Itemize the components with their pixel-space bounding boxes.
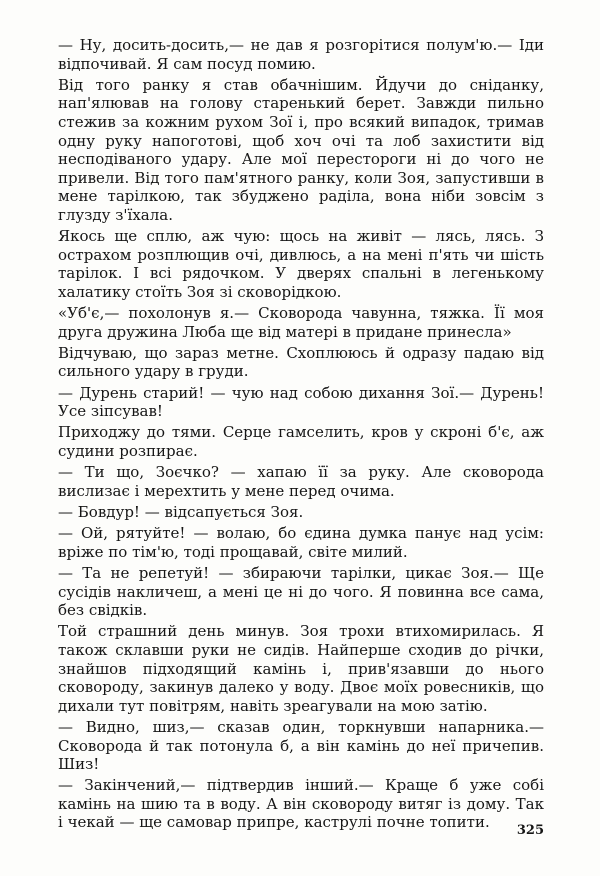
paragraph: — Видно, шиз,— сказав один, торкнувши напарника.— Сковорода й так потонула б, а він камінь до неї причепив. Шиз! [58,717,544,774]
paragraph: Приходжу до тями. Серце гамселить, кров у скроні б'є, аж судини розпирає. [58,423,544,461]
paragraph: — Бовдур! — відсапується Зоя. [58,503,304,521]
paragraph: — Ну, досить-досить,— не дав я розгорітися полум'ю.— Іди відпочивай. Я сам посуд помию. [58,36,544,73]
paragraph: Той страшний день минув. Зоя трохи втихомирилась. Я також склавши руки не сидів. Найперше сходив до річки, знайшов підходящий камінь і, прив'язавши до нього сковороду, закинув далеко у воду. Двоє моїх ровесників, що дихали тут повітрям, навіть зреагували на мою затію. [58,622,544,715]
page-number: 325 [516,823,544,838]
paragraph: — Ти що, Зоєчко? — хапаю її за руку. Але сковорода вислизає і мерехтить у мене перед очима. [58,463,544,500]
paragraph: «Уб'є,— похолонув я.— Сковорода чавунна, тяжка. Її моя друга дружина Люба ще від матері в придане принесла» [58,304,544,341]
paragraph: Від того ранку я став обачнішим. Йдучи до сніданку, нап'ялював на голову старенький берет. Завжди пильно стежив за кожним рухом Зої і, про всякий випадок, тримав одну руку напоготові, щоб хоч очі та лоб захистити від несподіваного удару. Але мої перестороги ні до чого не привели. Від того пам'ятного ранку, коли Зоя, запустивши в мене тарілкою, так збуджено раділа, вона ніби зовсім з глузду з'їхала. [58,75,544,224]
body-text [58,36,544,835]
paragraph: — Ой, рятуйте! — волаю, бо єдина думка панує над усім: вріже по тім'ю, тоді прощавай, світе милий. [58,524,544,561]
paragraph: Якось ще сплю, аж чую: щось на живіт — лясь, лясь. З острахом розплющив очі, дивлюсь, а на мені п'ять чи шість тарілок. І всі рядочком. У дверях спальні в легенькому халатику стоїть Зоя зі сковорідкою. [58,227,544,301]
paragraph: — Дурень старий! — чую над собою дихання Зої.— Дурень! Усе зіпсував! [58,383,544,421]
paragraph: Відчуваю, що зараз метне. Схоплююсь й одразу падаю від сильного удару в груди. [58,343,544,381]
paragraph: — Та не репетуй! — збираючи тарілки, цикає Зоя.— Ще сусідів накличеш, а мені це ні до чого. Я повинна все сама, без свідків. [58,563,544,620]
paragraph: — Закінчений,— підтвердив інший.— Краще б уже собі камінь на шию та в воду. А він сковороду витяг із дому. Так і чекай — ще самовар припре, каструлі почне топити. [58,776,544,832]
